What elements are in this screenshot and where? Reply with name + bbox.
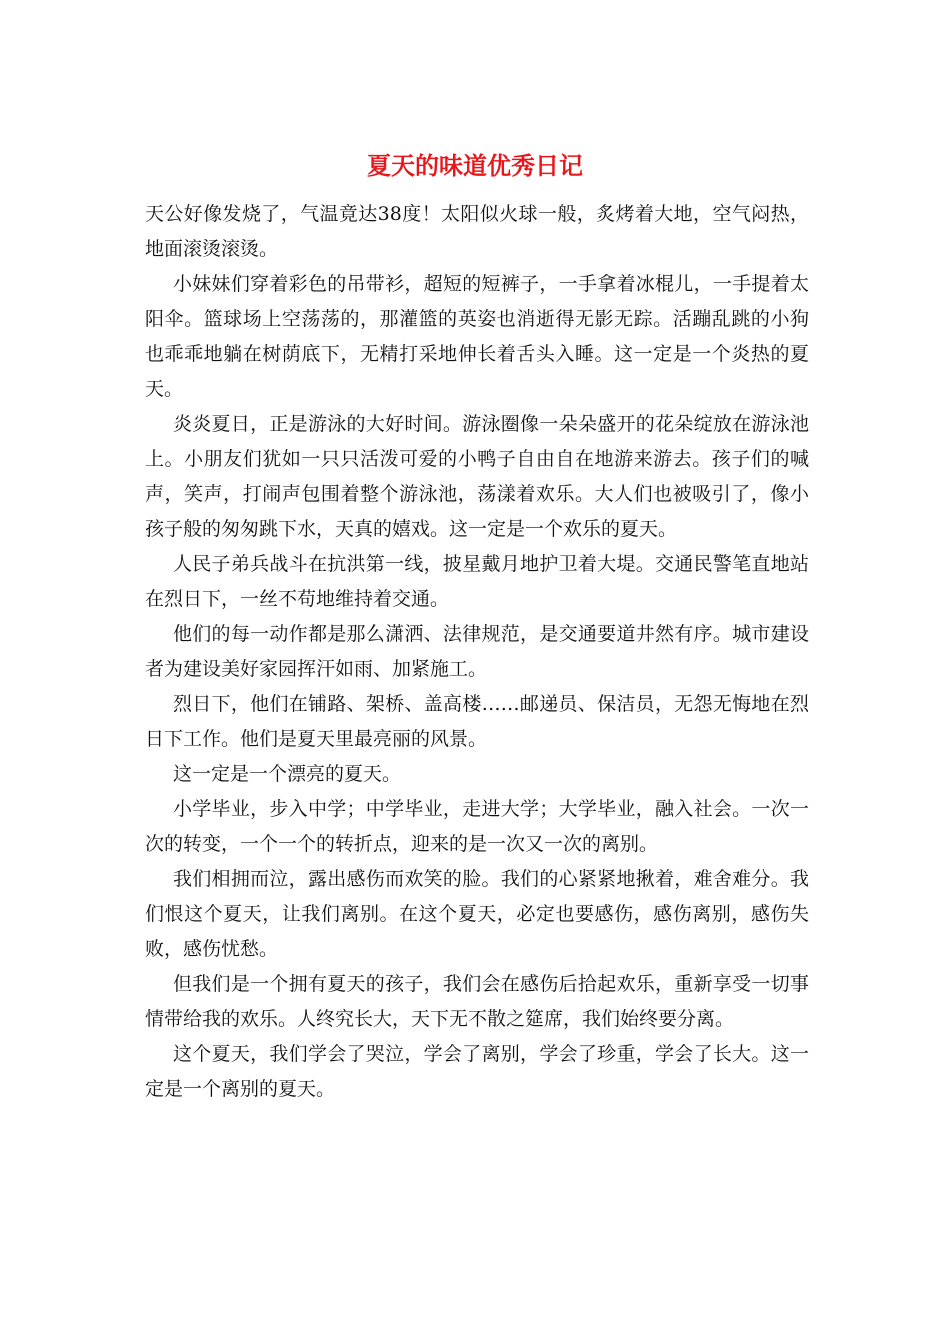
paragraph: 他们的每一动作都是那么潇洒、法律规范，是交通要道井然有序。城市建设者为建设美好家园挥汗如雨、加紧施工。 bbox=[145, 623, 809, 680]
paragraph: 小学毕业，步入中学；中学毕业，走进大学；大学毕业，融入社会。一次一次的转变，一个一个的转折点，迎来的是一次又一次的离别。 bbox=[145, 798, 809, 855]
paragraph: 炎炎夏日，正是游泳的大好时间。游泳圈像一朵朵盛开的花朵绽放在游泳池上。小朋友们犹如一只只活泼可爱的小鸭子自由自在地游来游去。孩子们的喊声，笑声，打闹声包围着整个游泳池，荡漾着欢乐。大人们也被吸引了，像小孩子般的匆匆跳下水，天真的嬉戏。这一定是一个欢乐的夏天。 bbox=[145, 413, 809, 540]
paragraph: 这一定是一个漂亮的夏天。 bbox=[173, 763, 402, 785]
paragraph: 但我们是一个拥有夏天的孩子，我们会在感伤后拾起欢乐，重新享受一切事情带给我的欢乐。人终究长大，天下无不散之筵席，我们始终要分离。 bbox=[145, 973, 809, 1030]
paragraph: 天公好像发烧了，气温竟达38度！太阳似火球一般，炙烤着大地，空气闷热，地面滚烫滚烫。 bbox=[145, 203, 809, 260]
paragraph: 烈日下，他们在铺路、架桥、盖高楼……邮递员、保洁员，无怨无悔地在烈日下工作。他们是夏天里最亮丽的风景。 bbox=[145, 693, 809, 750]
paragraph: 人民子弟兵战斗在抗洪第一线，披星戴月地护卫着大堤。交通民警笔直地站在烈日下，一丝不苟地维持着交通。 bbox=[145, 553, 809, 610]
paragraph: 这个夏天，我们学会了哭泣，学会了离别，学会了珍重，学会了长大。这一定是一个离别的夏天。 bbox=[145, 1043, 809, 1100]
document-title: 夏天的味道优秀日记 bbox=[367, 151, 583, 180]
paragraph: 我们相拥而泣，露出感伤而欢笑的脸。我们的心紧紧地揪着，难舍难分。我们恨这个夏天，让我们离别。在这个夏天，必定也要感伤，感伤离别，感伤失败，感伤忧愁。 bbox=[145, 868, 809, 960]
paragraph: 小妹妹们穿着彩色的吊带衫，超短的短裤子，一手拿着冰棍儿，一手提着太阳伞。篮球场上空荡荡的，那灌篮的英姿也消逝得无影无踪。活蹦乱跳的小狗也乖乖地躺在树荫底下，无精打采地伸长着舌头入睡。这一定是一个炎热的夏天。 bbox=[145, 273, 809, 400]
document-body bbox=[145, 197, 809, 1107]
